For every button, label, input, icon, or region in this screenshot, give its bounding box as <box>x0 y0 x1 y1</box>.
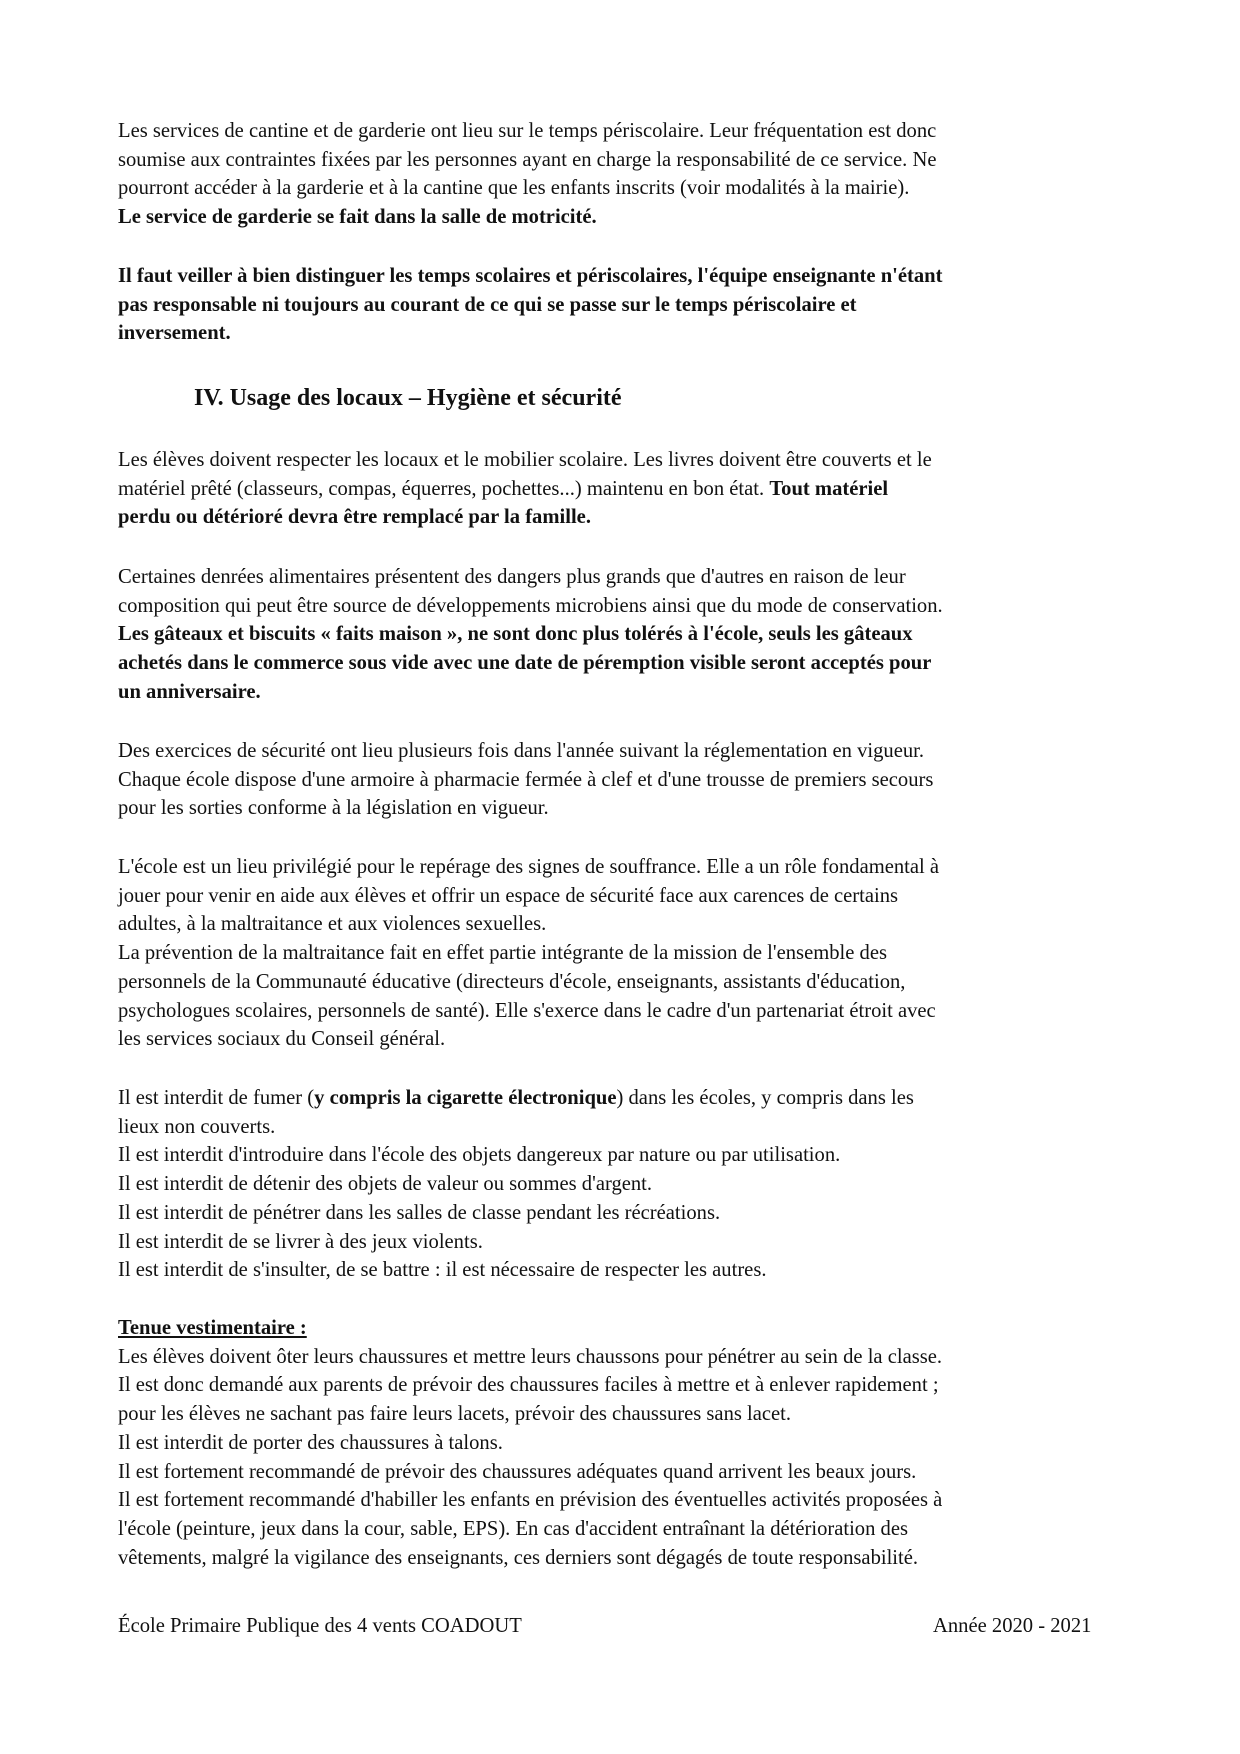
text-line: lieux non couverts. <box>118 1115 276 1138</box>
text-line: personnels de la Communauté éducative (directeurs d'école, enseignants, assistants d'éducation, <box>118 970 906 993</box>
text-line: L'école est un lieu privilégié pour le repérage des signes de souffrance. Elle a un rôle fondamental à <box>118 856 940 878</box>
paragraph-tenue <box>118 1314 1128 1572</box>
text-segment: ) dans les écoles, y compris dans les <box>616 1087 914 1109</box>
text-line: l'école (peinture, jeux dans la cour, sable, EPS). En cas d'accident entraînant la détérioration des <box>118 1517 909 1540</box>
text-line: Des exercices de sécurité ont lieu plusieurs fois dans l'année suivant la réglementation en vigueur. <box>118 740 925 762</box>
footer-school-name: École Primaire Publique des 4 vents COADOUT <box>118 1615 522 1637</box>
text-line: Chaque école dispose d'une armoire à pharmacie fermée à clef et d'une trousse de premiers secours <box>118 768 934 791</box>
text-line: composition qui peut être source de développements microbiens ainsi que du mode de conservation. <box>118 594 943 617</box>
bold-text: un anniversaire. <box>118 680 261 703</box>
text-segment: matériel prêté (classeurs, compas, équerres, pochettes...) maintenu en bon état. <box>118 477 770 500</box>
text-line: Il est interdit de porter des chaussures à talons. <box>118 1431 503 1454</box>
text-line: pour les élèves ne sachant pas faire leurs lacets, prévoir des chaussures sans lacet. <box>118 1403 792 1426</box>
text-line: jouer pour venir en aide aux élèves et offrir un espace de sécurité face aux carences de certains <box>118 884 899 907</box>
paragraph-denrees <box>118 563 1128 707</box>
paragraph-securite <box>118 737 1128 823</box>
text-line: Certaines denrées alimentaires présentent des dangers plus grands que d'autres en raison de leur <box>118 566 906 588</box>
footer-school-year: Année 2020 - 2021 <box>933 1615 1092 1637</box>
text-line: Il faut veiller à bien distinguer les temps scolaires et périscolaires, l'équipe enseignante n'étant <box>118 265 943 287</box>
text-line: inversement. <box>118 322 231 345</box>
text-line: Les élèves doivent ôter leurs chaussures et mettre leurs chaussons pour pénétrer au sein de la classe. <box>118 1345 943 1368</box>
text-line: Il est interdit d'introduire dans l'école des objets dangereux par nature ou par utilisation. <box>118 1144 841 1167</box>
text-line: Il est fortement recommandé d'habiller les enfants en prévision des éventuelles activités proposées à <box>118 1489 943 1512</box>
bold-text: perdu ou détérioré devra être remplacé par la famille. <box>118 506 591 529</box>
text-line: vêtements, malgré la vigilance des enseignants, ces derniers sont dégagés de toute responsabilité. <box>118 1546 919 1569</box>
text-line: Les élèves doivent respecter les locaux et le mobilier scolaire. Les livres doivent être couverts et le <box>118 449 932 471</box>
text-line: pourront accéder à la garderie et à la cantine que les enfants inscrits (voir modalités à la mairie). <box>118 177 910 200</box>
paragraph-locaux <box>118 446 1128 532</box>
subsection-title: Tenue vestimentaire : <box>118 1317 307 1339</box>
paragraph-interdits <box>118 1084 1128 1285</box>
text-line: soumise aux contraintes fixées par les personnes ayant en charge la responsabilité de ce service. Ne <box>118 148 937 171</box>
bold-text: Les gâteaux et biscuits « faits maison », ne sont donc plus tolérés à l'école, seuls les gâteaux <box>118 623 913 646</box>
text-line: Il est interdit de s'insulter, de se battre : il est nécessaire de respecter les autres. <box>118 1259 767 1282</box>
text-line: La prévention de la maltraitance fait en effet partie intégrante de la mission de l'ensemble des <box>118 942 887 965</box>
bold-text: Le service de garderie se fait dans la salle de motricité. <box>118 206 597 229</box>
section-heading: IV. Usage des locaux – Hygiène et sécurité <box>194 385 622 411</box>
bold-text: Tout matériel <box>769 477 889 500</box>
bold-text: achetés dans le commerce sous vide avec une date de péremption visible seront acceptés pour <box>118 652 932 675</box>
text-line: Il est interdit de pénétrer dans les salles de classe pendant les récréations. <box>118 1201 721 1224</box>
text-line: Il est interdit de se livrer à des jeux violents. <box>118 1230 483 1253</box>
text-line: Il est donc demandé aux parents de prévoir des chaussures faciles à mettre et à enlever rapidement ; <box>118 1374 939 1397</box>
text-line: Les services de cantine et de garderie ont lieu sur le temps périscolaire. Leur fréquentation est donc <box>118 120 937 142</box>
paragraph-distinguer <box>118 262 1128 348</box>
paragraph-souffrance <box>118 853 1128 1054</box>
text-line: pour les sorties conforme à la législation en vigueur. <box>118 797 549 820</box>
text-line: les services sociaux du Conseil général. <box>118 1028 446 1051</box>
text-line: Il est fortement recommandé de prévoir des chaussures adéquates quand arrivent les beaux jours. <box>118 1460 917 1483</box>
text-line: psychologues scolaires, personnels de santé). Elle s'exerce dans le cadre d'un partenariat étroit avec <box>118 999 936 1022</box>
paragraph-periscolaire <box>118 117 1128 232</box>
text-line: adultes, à la maltraitance et aux violences sexuelles. <box>118 913 547 936</box>
text-segment: Il est interdit de fumer ( <box>118 1087 315 1109</box>
bold-text: y compris la cigarette électronique <box>314 1087 617 1109</box>
text-line: Il est interdit de détenir des objets de valeur ou sommes d'argent. <box>118 1173 653 1196</box>
text-line: pas responsable ni toujours au courant de ce qui se passe sur le temps périscolaire et <box>118 293 857 316</box>
